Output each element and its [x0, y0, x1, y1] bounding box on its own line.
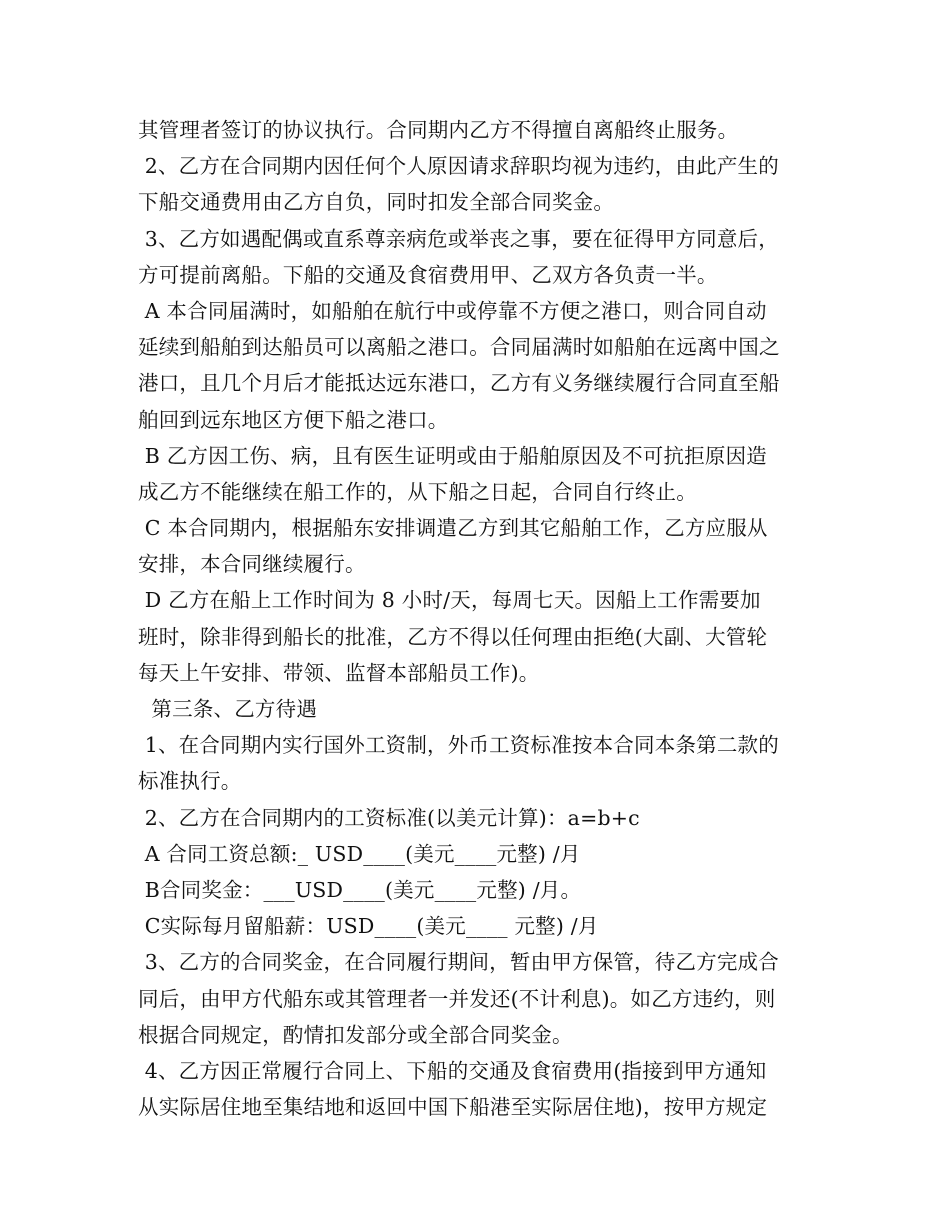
text-line: 3、乙方的合同奖金，在合同履行期间，暂由甲方保管，待乙方完成合 [138, 950, 779, 975]
text-line: 安排，本合同继续履行。 [138, 552, 366, 577]
text-line: B合同奖金：___USD____(美元____元整) /月。 [138, 877, 582, 902]
section-heading: 第三条、乙方待遇 [138, 697, 318, 721]
text-line: A 本合同届满时，如船舶在航行中或停靠不方便之港口，则合同自动 [138, 298, 767, 323]
contract-text [138, 112, 818, 1125]
text-line: 下船交通费用由乙方自负，同时扣发全部合同奖金。 [138, 190, 615, 215]
text-line: B 乙方因工伤、病，且有医生证明或由于船舶原因及不可抗拒原因造 [138, 443, 767, 468]
text-line: 2、乙方在合同期内因任何个人原因请求辞职均视为违约，由此产生的 [138, 154, 779, 179]
text-line: 2、乙方在合同期内的工资标准(以美元计算)：a=b+c [138, 805, 640, 830]
text-line: D 乙方在船上工作时间为 8 小时/天，每周七天。因船上工作需要加 [138, 588, 761, 613]
text-line: 方可提前离船。下船的交通及食宿费用甲、乙双方各负责一半。 [138, 262, 718, 287]
text-line: 港口，且几个月后才能抵达远东港口，乙方有义务继续履行合同直至船 [138, 371, 780, 396]
text-line: 延续到船舶到达船员可以离船之港口。合同届满时如船舶在远离中国之 [138, 335, 780, 360]
text-line: 舶回到远东地区方便下船之港口。 [138, 407, 449, 432]
text-line: 3、乙方如遇配偶或直系尊亲病危或举丧之事，要在征得甲方同意后， [138, 226, 779, 251]
text-line: 1、在合同期内实行国外工资制，外币工资标准按本合同本条第二款的 [138, 733, 779, 758]
text-line: C实际每月留船薪：USD____(美元____ 元整) /月 [138, 914, 599, 939]
text-line: 4、乙方因正常履行合同上、下船的交通及食宿费用(指接到甲方通知 [138, 1058, 767, 1083]
text-line: 班时，除非得到船长的批准，乙方不得以任何理由拒绝(大副、大管轮 [138, 624, 768, 649]
text-line: C 本合同期内，根据船东安排调遣乙方到其它船舶工作，乙方应服从 [138, 516, 768, 541]
text-line: 其管理者签订的协议执行。合同期内乙方不得擅自离船终止服务。 [138, 118, 739, 142]
text-line: 根据合同规定，酌情扣发部分或全部合同奖金。 [138, 1022, 573, 1047]
text-line: 成乙方不能继续在船工作的，从下船之日起，合同自行终止。 [138, 479, 697, 504]
text-line: 标准执行。 [138, 769, 242, 794]
text-line: 从实际居住地至集结地和返回中国下船港至实际居住地)，按甲方规定 [138, 1095, 768, 1120]
text-line: A 合同工资总额:_ USD____(美元____元整) /月 [138, 841, 581, 866]
text-line: 同后，由甲方代船东或其管理者一并发还(不计利息)。如乙方违约，则 [138, 986, 776, 1011]
text-line: 每天上午安排、带领、监督本部船员工作)。 [138, 660, 540, 685]
